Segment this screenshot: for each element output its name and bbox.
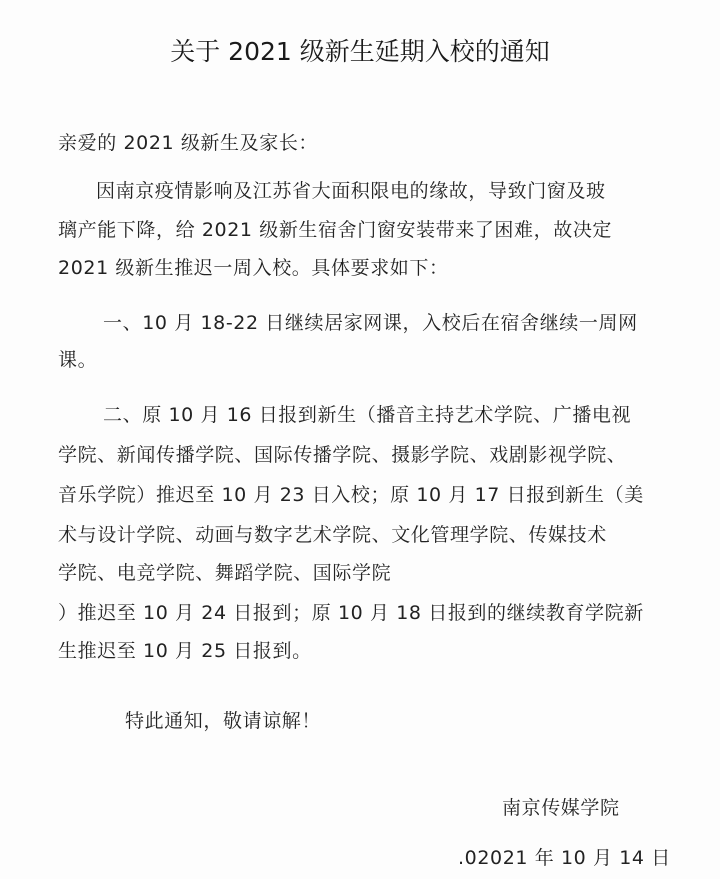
body-line: 术与设计学院、动画与数字艺术学院、文化管理学院、传媒技术	[58, 524, 607, 546]
body-line: 音乐学院）推迟至 10 月 23 日入校；原 10 月 17 日报到新生（美	[58, 484, 644, 506]
body-line: 2021 级新生推迟一周入校。具体要求如下：	[58, 257, 449, 279]
body-line: 一、10 月 18-22 日继续居家网课，入校后在宿舍继续一周网	[103, 312, 638, 334]
body-line: 学院、电竞学院、舞蹈学院、国际学院	[58, 562, 392, 584]
body-line: 学院、新闻传播学院、国际传播学院、摄影学院、戏剧影视学院、	[58, 444, 627, 466]
closing-line: 特此通知，敬请谅解！	[125, 710, 322, 732]
body-line: ）推迟至 10 月 24 日报到；原 10 月 18 日报到的继续教育学院新	[58, 602, 644, 624]
body-line: 二、原 10 月 16 日报到新生（播音主持艺术学院、广播电视	[103, 404, 632, 426]
date: .02021 年 10 月 14 日	[458, 847, 671, 869]
signature: 南京传媒学院	[502, 797, 620, 819]
body-line: 生推迟至 10 月 25 日报到。	[58, 640, 312, 662]
body-line: 璃产能下降，给 2021 级新生宿舍门窗安装带来了困难，故决定	[58, 219, 613, 241]
body-line: 课。	[58, 349, 98, 371]
body-line: 因南京疫情影响及江苏省大面积限电的缘故，导致门窗及玻	[96, 180, 606, 202]
salutation: 亲爱的 2021 级新生及家长：	[58, 132, 319, 154]
notice-title: 关于 2021 级新生延期入校的通知	[170, 37, 550, 66]
